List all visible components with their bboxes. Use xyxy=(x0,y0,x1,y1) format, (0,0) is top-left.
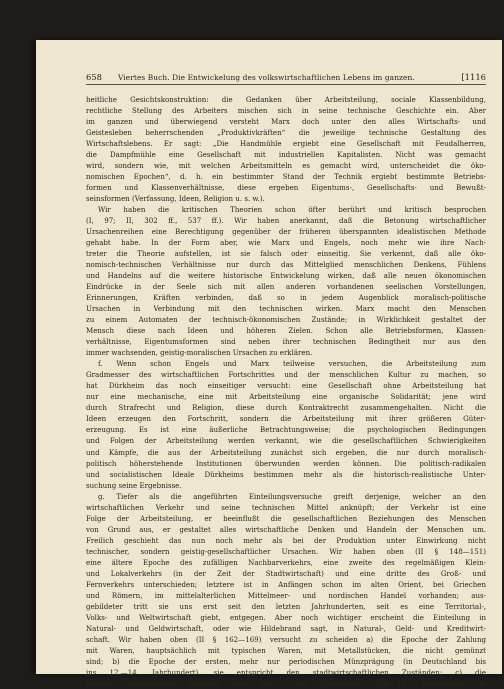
section-number: [1116 xyxy=(461,72,486,82)
text-line: politisch höherstehende Institutionen überwunden werden können. Die politisch-radikalen xyxy=(86,458,486,468)
text-line: durch Strafrecht und Religion, diese durch Kontraktrecht zusammengehalten. Nicht die xyxy=(86,403,486,413)
text-line: Ideen erzeugen den Fortschritt, sondern die Arbeitsteilung mit ihrer größeren Güter- xyxy=(86,414,486,424)
text-line: Fernverkehrs unterschieden; letztere ist in Anfängen schon im alten Orient, bei Griechen xyxy=(86,579,486,589)
text-line: von Grund aus, er gestaltet alles wirtschaftliche Denken und Handeln der Menschen um. xyxy=(86,524,486,534)
text-line: rechtliche Stellung des Arbeiters mischen sich in seine technische Geschichte ein. Aber xyxy=(86,106,486,116)
text-line: gebildeter tritt sie uns erst seit den letzten Jahrhunderten, seit es eine Territorial-, xyxy=(86,601,486,611)
text-line: die Dampfmühle eine Gesellschaft mit industriellen Kapitalisten. Nicht was gemacht xyxy=(86,150,486,160)
text-line: formen und Klassenverhältnisse, diese ergeben Eigentums-, Gesellschafts- und Bewußt- xyxy=(86,183,486,193)
text-line: gehabt habe. In der Form aber, wie Marx und Engels, noch mehr wie ihre Nach- xyxy=(86,238,486,248)
text-line: heitliche Gesichtskonstruktion: die Gedanken über Arbeitsteilung, sociale Klassenbildung, xyxy=(86,95,486,104)
text-line: (I, 97; II, 302 ff., 537 ff.). Wir haben anerkannt, daß die Betonung wirtschaftlicher xyxy=(86,216,486,226)
text-line: Ursachenreihen eine Berechtigung gegenüber der früheren überspannten idealistischen Methode xyxy=(86,227,486,237)
text-line: und Handelns auf die weitere historische Entwickelung wirken, daß alle neuen ökonomischen xyxy=(86,271,486,281)
text-line: wirtschaftlichen Verkehr und seine technischen Mittel anknüpft; der Verkehr ist eine xyxy=(86,502,486,512)
text-line: mit Waren, hauptsächlich mit typischen Waren, mit Metallstücken, die nicht gemünzt xyxy=(86,645,486,655)
text-line: und socialistischen Ideale Dürkheims bestimmen mehr als die historisch-realistische Unter- xyxy=(86,469,486,479)
text-line: Geistesleben beherrschenden „Produktivkräften“ die jeweilige technische Gestaltung des xyxy=(86,128,486,138)
text-line: Natural- und Geldwirtschaft, oder wie Hildebrand sagt, in Natural-, Geld- und Kreditwirt- xyxy=(86,623,486,633)
text-line: wird, sondern wie, mit welchen Arbeitsmitteln es gemacht wird, unterscheidet die öko- xyxy=(86,161,486,171)
text-line: Eindrücke in der Seele sich mit allen anderen vorhandenen seelischen Vorstellungen, xyxy=(86,282,486,292)
running-title: Viertes Buch. Die Entwickelung des volkswirtschaftlichen Lebens im ganzen. xyxy=(118,73,415,82)
text-line: Folge der Arbeitsteilung, er beeinflußt die gesellschaftlichen Beziehungen des Menschen xyxy=(86,513,486,523)
text-line: Erinnerungen, Kräften verbinden, daß so in jedem Augenblick moralisch-politische xyxy=(86,293,486,303)
text-line: Mensch diese nach Ideen und höheren Zielen. Schon alle Betriebsformen, Klassen- xyxy=(86,326,486,336)
text-line: f. Wenn schon Engels und Marx teilweise versuchen, die Arbeitsteilung zum xyxy=(98,359,486,369)
body-text xyxy=(86,94,486,689)
text-line: nomisch-technischen Verhältnisse nur durch das Mittelglied menschlichen Denkens, Fühlens xyxy=(86,260,486,270)
text-line: ins 12.—14. Jahrhundert), sie entspricht den stadtwirtschaftlichen Zuständen; c) die xyxy=(86,667,486,677)
text-line: im ganzen und überwiegend versteht Marx doch unter den alles Wirtschafts- und xyxy=(86,117,486,127)
text-line: eine ältere Epoche des zufälligen Nachbarverkehrs, eine zweite des regelmäßigen Klein- xyxy=(86,557,486,567)
text-line: g. Tiefer als die angeführten Einteilungsversuche greift derjenige, welcher an den xyxy=(98,491,486,501)
text-line: immer wachsenden, geistig-moralischen Ursachen zu erklären. xyxy=(86,348,313,358)
running-header xyxy=(86,72,486,85)
text-line: hat Dürkheim das noch einseitiger versucht: eine Gesellschaft ohne Arbeitsteilung hat xyxy=(86,381,486,391)
text-line: sind; b) die Epoche der ersten, mehr nur periodischen Münzprägung (in Deutschland bis xyxy=(86,656,486,666)
text-line: Epoche regelmäßiger Prägung von Groß- und Kleinmünze (14.—18. Jahrhundert in xyxy=(86,678,486,688)
text-line: schaft. Wir haben oben (II § 162—169) versucht zu scheiden a) die Epoche der Zahlung xyxy=(86,634,486,644)
text-line: und Römern, im mittelalterlichen Mittelmeer- und nordischen Handel vorhanden; aus- xyxy=(86,590,486,600)
text-line: verhältnisse, Eigentumsformen sind neben ihrer technischen Bedingtheit nur aus den xyxy=(86,337,486,347)
text-line: Gradmesser des wirtschaftlichen Fortschrittes und der menschlichen Kultur zu machen, so xyxy=(86,370,486,380)
text-line: und Lokalverkehrs (in der Zeit der Stadtwirtschaft) und eine dritte des Groß- und xyxy=(86,568,486,578)
text-line: erzeugung. Es ist eine äußerliche Betrachtungsweise; die psychologischen Bedingungen xyxy=(86,425,486,435)
text-line: seinsformen (Verfassung, Ideen, Religion u. s. w.). xyxy=(86,194,265,204)
text-line: zu einem Automaten der technisch-ökonomischen Zustände; in Wirklichkeit gestaltet der xyxy=(86,315,486,325)
text-line: Volks- und Weltwirtschaft giebt, entgegen. Aber noch wichtiger erscheint die Einteilung in xyxy=(86,612,486,622)
text-line: suchung seine Ergebnisse. xyxy=(86,480,182,490)
book-page xyxy=(36,40,502,688)
text-line: Ursachen in Verbindung mit den technischen wirken. Marx macht den Menschen xyxy=(86,304,486,314)
text-line: Wir haben die kritischen Theorien schon öfter berührt und kritisch besprochen xyxy=(98,205,486,215)
text-line: und Folgen der Arbeitsteilung werden verkannt, wie die gesellschaftlichen Schwierigkeiten xyxy=(86,436,486,446)
text-line: treter die Theorie aufstellen, ist sie falsch oder einseitig. Sie verkennt, daß alle öko- xyxy=(86,249,486,259)
page-number: 658 xyxy=(86,72,102,82)
text-line: nur eine mechanische, eine mit Arbeitsteilung eine organische Solidarität; jene wird xyxy=(86,392,486,402)
text-line: nomischen Epochen“, d. h. ein bestimmter Stand der Technik ergiebt bestimmte Betriebs- xyxy=(86,172,486,182)
text-line: und Kämpfe, die aus der Arbeitsteilung zunächst sich ergeben, die nur durch moralisch- xyxy=(86,447,486,457)
text-line: Freilich geschieht das nun noch mehr als bei der Produktion unter Einwirkung nicht xyxy=(86,535,486,545)
text-line: technischer, sondern geistig-gesellschaftlicher Ursachen. Wir haben oben (II § 148—151) xyxy=(86,546,486,556)
text-line: Wirtschaftslebens. Er sagt: „Die Handmühle ergiebt eine Gesellschaft mit Feudalherren, xyxy=(86,139,486,149)
